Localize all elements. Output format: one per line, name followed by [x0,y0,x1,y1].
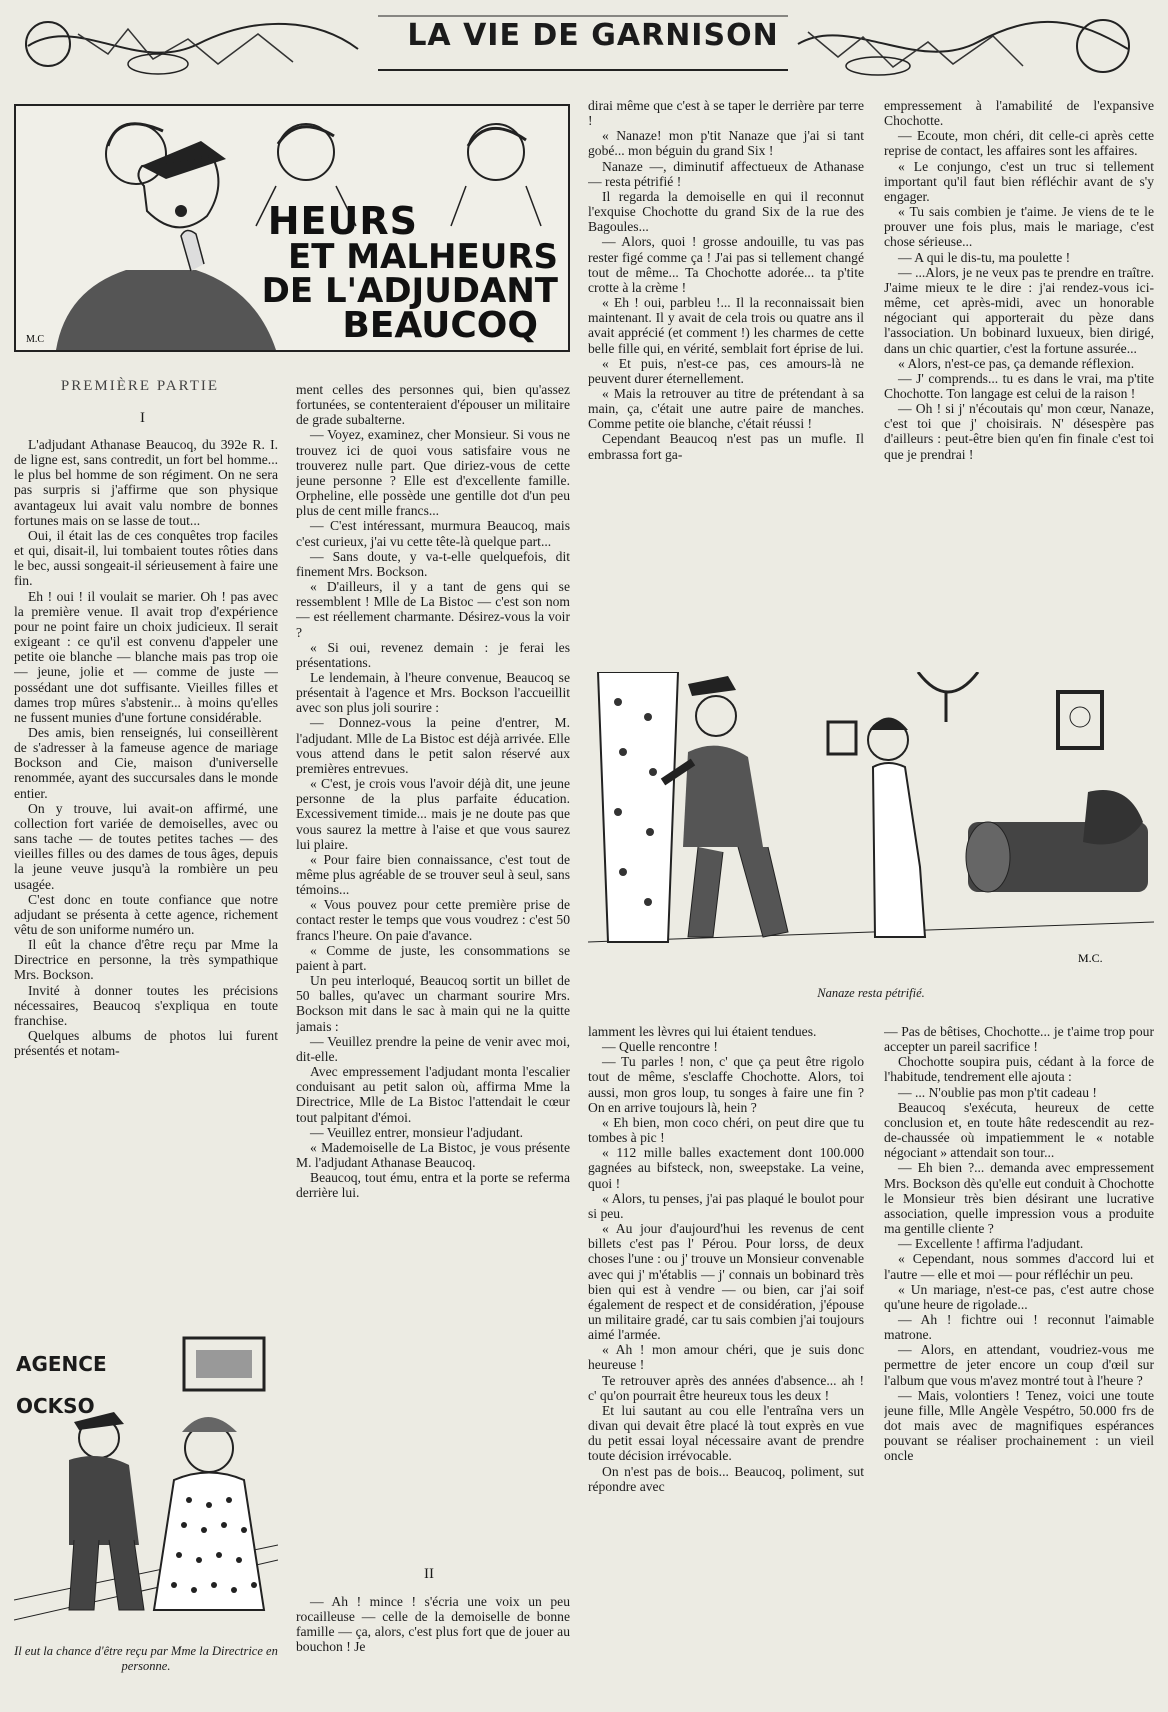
col1-para: Il eût la chance d'être reçu par Mme la Directrice en personne, la très sympathique Mrs. Bockson. [14,937,278,983]
col4b-para: « Cependant, nous sommes d'accord lui et l'autre — elle et moi — pour réfléchir un peu. [884,1251,1154,1282]
story-title [261,199,558,346]
col2-para: « Pour faire bien connaissance, c'est tout de même plus agréable de se trouver seul à seul, sans témoins... [296,851,570,898]
garnison-banner [18,4,1150,88]
col2-para: — Veuillez prendre la peine de venir avec moi, dit-elle. [296,1033,570,1064]
illustration-caption-2: Nanaze resta pétrifié. [817,986,925,1000]
col3b-para: Et lui sautant au cou elle l'entraîna vers un divan qui devait être placé là tout exprès en vue du petit essai loyal nécessaire avant de prendre toute décision irrévocable. [588,1402,864,1464]
col3b-para: « Ah ! mon amour chéri, que je suis donc heureuse ! [588,1342,864,1373]
col4-para: — A qui le dis-tu, ma poulette ! [898,249,1071,265]
story-title-illustration [14,104,570,352]
col4b-para: — Ah ! fichtre oui ! reconnut l'aimable matrone. [884,1311,1154,1343]
col3-para: « Eh ! oui, parbleu !... Il la reconnaissait bien maintenant. Il y avait de cela trois ou quatre ans il avait apprécié (et comment !) les charmes de cette belle fille qui, en vérité, semblait fort éprise de lui. [588,295,864,356]
title-line-3: DE L'ADJUDANT [261,271,558,311]
col2-para: « Vous pouvez pour cette première prise de contact rester le temps que vous voudrez : c'est 50 francs l'heure. On paie d'avance. [296,897,570,943]
col1-para: L'adjudant Athanase Beaucoq, du 392e R. I. de ligne est, sans contredit, un fort bel homme... le plus bel homme de son régiment. On ne sera pas surpris si j'affirme que son physique avantageux lui avait valu nombre de bonnes fortunes mais on se lasse de tout... [14,437,278,528]
col4-para: — J' comprends... tu es dans le vrai, ma p'tite Chochotte. Ton langage est celui de la raison ! [884,370,1154,401]
column-1 [14,437,278,1315]
agency-sign-line-1: AGENCE [16,1352,107,1376]
chapter-number-1: I [140,410,145,426]
col1-para: Des amis, bien renseignés, lui conseillèrent de s'adresser à la fameuse agence de mariage Bockson and Cie, maison d'universelle renommée, ayant des succursales dans le monde entier. [14,724,278,801]
col3-para: « Nanaze! mon p'tit Nanaze que j'ai si tant gobé... mon béguin du grand Six ! [588,128,864,159]
col3-para: — Alors, quoi ! grosse andouille, tu vas pas rester figé comme ça ! J'ai pas si tellement changé tout de même... Ta Chochotte adorée... ta p'tite crotte à la crème ! [588,234,864,295]
col4b-para: — ... N'oublie pas mon p'tit cadeau ! [898,1084,1097,1100]
col4b-para: — Eh bien ?... demanda avec empressement Mrs. Bockson dès qu'elle eut conduit à Chochotte le Monsieur très bien désirant une lucrative association, quelle impression vous a produite ma gentille cliente ? [884,1160,1154,1237]
col3-para: Cependant Beaucoq n'est pas un mufle. Il embrassa fort ga- [588,431,864,462]
col3b-para: « Au jour d'aujourd'hui les revenus de cent billets c'est pas l' Pérou. Pour lorss, de deux choses l'une : ou j' trouve un Monsieur convenable avec qui j' m'établis — j' connais un bobinard très bien qui est à vendre — ou bien, car j'ai soif également de respect et de considération, j'épouse un militaire gradé, car tu sais combien j'ai toujours aimé l'armée. [588,1221,864,1343]
col3-para: Nanaze —, diminutif affectueux de Athanase — resta pétrifié ! [588,158,864,189]
column-2-bottom [296,1594,570,1704]
col4-para: — Oh ! si j' n'écoutais qu' mon cœur, Nanaze, c'est toi que j' choisirais. N' désespère pas d'ailleurs : peut-être bien qu'en fin finale c'est toi que je prendrai ! [884,401,1154,462]
col4b-para: — Mais, volontiers ! Tenez, voici une toute jeune fille, Mlle Angèle Vespétro, 50.000 frs de dot mais avec de magnifiques espérances pouvant se réaliser prochainement : un vieil oncle [884,1387,1154,1464]
col1-para: On y trouve, lui avait-on affirmé, une collection fort variée de demoiselles, avec ou sans tache — de toutes petites taches — des vieilles filles ou des dames de tous âges, depuis la jeune veuve jusqu'à la rombière un peu usagée. [14,800,278,892]
col4b-para: — Pas de bêtises, Chochotte... je t'aime trop pour accepter un pareil sacrifice ! [884,1024,1154,1055]
col2b-para: — Ah ! mince ! s'écria une voix un peu rocailleuse — celle de la demoiselle de bonne famille — ça, alors, c'est plus fort que de jouer au bouchon ! Je [296,1594,570,1655]
col2-para: Beaucoq, tout ému, entra et la porte se referma derrière lui. [296,1170,570,1201]
col4-para: « Alors, n'est-ce pas, ça demande réflexion. [898,355,1135,371]
col1-para: C'est donc en toute confiance que notre adjudant se présenta à cette agence, richement vêtu de son uniforme numéro un. [14,891,278,937]
column-3-top [588,98,864,668]
col2-para: Un peu interloqué, Beaucoq sortit un billet de 50 balles, qu'avec un charmant sourire Mrs. Bockson mit dans le sac à main qui ne la quitte jamais : [296,973,570,1034]
col4-para: — ...Alors, je ne veux pas te prendre en traître. J'aime mieux te le dire : j'ai rendez-vous ici-même, cet après-midi, avec un honorable négociant qui apporterait du pèze dans l'association. Un bobinard luxueux, bien dirigé, dans un chic quartier, c'est la fortune assurée... [884,264,1154,356]
col1-para: Eh ! oui ! il voulait se marier. Oh ! pas avec la première venue. Il avait trop d'expérience pour ne point faire un choix judicieux. Il serait exigeant : ce qu'il est convenu d'appeler une petite oie blanche — blanche mais pas trop oie — jeune, jolie et — comme de juste — possédant une dot suffisante. Vieilles filles et dames trop mûres s'abstenir... à moins qu'elles ne fussent munies d'une fortune considérable. [14,588,278,725]
col3b-para: « Alors, tu penses, j'ai pas plaqué le boulot pour si peu. [588,1190,864,1221]
col1-para: Oui, il était las de ces conquêtes trop faciles et qui, disait-il, lui tombaient toutes rôties dans le bec, aussi songeait-il sérieusement à faire une fin. [14,527,278,589]
col2-para: — Veuillez entrer, monsieur l'adjudant. [310,1124,524,1140]
col3-para: « Mais la retrouver au titre de prétendant à sa main, ça, c'était une autre paire de manches. Comme petite oie blanche, c'était réussi ! [588,385,864,432]
col4-para: « Tu sais combien je t'aime. Je viens de te le prouver une fois plus, mais le mariage, c'est chose sérieuse... [884,204,1154,250]
col2-para: « Comme de juste, les consommations se paient à part. [296,942,570,973]
col3-para: « Et puis, n'est-ce pas, ces amours-là ne peuvent durer éternellement. [588,355,864,386]
artist-signature: M.C [26,334,45,345]
col2-para: Le lendemain, à l'heure convenue, Beaucoq se présentait à l'agence et Mrs. Bockson l'accueillit avec son plus joli sourire : [296,669,570,716]
col2-para: ment celles des personnes qui, bien qu'assez fortunées, se contenteraient d'épouser un militaire de grade subalterne. [296,382,570,428]
col3-para: Il regarda la demoiselle en qui il reconnut l'exquise Chochotte du grand Six de la rue des Bagoules... [588,188,864,235]
salon-illustration [588,672,1154,982]
agency-illustration [14,1320,278,1638]
col2-para: — Sans doute, y va-t-elle quelquefois, dit finement Mrs. Bockson. [296,548,570,579]
title-line-4: BEAUCOQ [342,305,538,346]
col4b-para: Chochotte soupira puis, cédant à la force de l'habitude, tendrement elle ajouta : [884,1054,1154,1085]
col4b-para: Beaucoq s'exécuta, heureux de cette conclusion et, en toute hâte redescendit au rez-de-chaussée où impatiemment le « notable négociant » attendait son tour... [884,1099,1154,1161]
col2-para: — C'est intéressant, murmura Beaucoq, mais c'est curieux, j'ai vu cette tête-là quelque part... [296,518,570,549]
column-4-top [884,98,1154,668]
col1-para: Invité à donner toutes les précisions nécessaires, Beaucoq s'expliqua en toute franchise. [14,982,278,1028]
salon-artist-signature: M.C. [1078,951,1103,965]
illustration-caption-1: Il eut la chance d'être reçu par Mme la Directrice en personne. [14,1644,278,1673]
col2-para: « D'ailleurs, il y a tant de gens qui se ressemblent ! Mlle de La Bistoc — c'est son nom — est réellement charmante. Désirez-vous la voir ? [296,579,570,640]
column-3-bottom [588,1024,864,1706]
title-line-2: ET MALHEURS [287,237,558,277]
chapter-number-2: II [424,1566,434,1582]
col3b-para: On n'est pas de bois... Beaucoq, poliment, sut répondre avec [588,1463,864,1494]
col3b-para: lamment les lèvres qui lui étaient tendues. [588,1024,817,1039]
col2-para: « Mademoiselle de La Bistoc, je vous présente M. l'adjudant Athanase Beaucoq. [296,1139,570,1170]
part-heading: PREMIÈRE PARTIE [60,378,220,394]
col3b-para: « Eh bien, mon coco chéri, on peut dire que tu tombes à pic ! [588,1114,864,1146]
column-4-bottom [884,1024,1154,1706]
col4-para: « Le conjungo, c'est un truc si tellement important qu'il faut bien réfléchir avant de s'y engager. [884,158,1154,204]
col3b-para: « 112 mille balles exactement dont 100.000 gagnées au bifsteck, non, sweepstake. La veine, quoi ! [588,1145,864,1191]
col3b-para: — Quelle rencontre ! [602,1039,718,1055]
agency-sign-line-2: OCKSO [16,1394,95,1418]
salon-drawing [588,672,1154,982]
title-line-1: HEURS [267,199,418,243]
banner-title: LA VIE DE GARNISON [407,18,779,53]
col2-para: — Donnez-vous la peine d'entrer, M. l'adjudant. Mlle de La Bistoc est déjà arrivée. Elle vous attend dans le petit salon réservé aux premières entrevues. [296,715,570,776]
col2-para: — Voyez, examinez, cher Monsieur. Si vous ne trouvez ici de quoi vous satisfaire vous ne trouverez nulle part. Que diriez-vous de cette jeune personne ? Elle est d'excellente famille. Orpheline, elle possède une gentille dot d'un peu plus de cent mille francs... [296,427,570,519]
col1-para: Quelques albums de photos lui furent présentés et notam- [14,1028,278,1059]
col4-para: — Ecoute, mon chéri, dit celle-ci après cette reprise de contact, les affaires sont les affaires. [884,128,1154,159]
col3b-para: — Tu parles ! non, c' que ça peut être rigolo tout de même, s'esclaffe Chochotte. Alors, toi aussi, mon gros loup, tu songes à faire une fin ? On en arrive toujours là, hein ? [588,1054,864,1115]
col2-para: « C'est, je crois vous l'avoir déjà dit, une jeune personne de la plus parfaite éducation. Excessivement timide... mais je ne doute pas que vous saurez la mettre à l'aise et que vous saurez lui plaire. [296,776,570,852]
column-2 [296,382,570,1548]
col4b-para: — Excellente ! affirma l'adjudant. [898,1236,1084,1252]
col2-para: « Si oui, revenez demain : je ferai les présentations. [296,639,570,670]
col3-para: dirai même que c'est à se taper le derrière par terre ! [588,98,864,129]
col3b-para: Te retrouver après des années d'absence... ah ! c' qu'on pourrait être heureux tous les deux ! [588,1372,864,1403]
col4b-para: « Un mariage, n'est-ce pas, c'est autre chose qu'une heure de rigolade... [884,1281,1154,1312]
col4-para: empressement à l'amabilité de l'expansive Chochotte. [884,98,1154,129]
col4b-para: — Alors, en attendant, voudriez-vous me permettre de jeter encore un coup d'œil sur l'album que vous m'avez montré tout à l'heure ? [884,1342,1154,1388]
col2-para: Avec empressement l'adjudant monta l'escalier conduisant au petit salon où, affirma Mme la Directrice, Mlle de La Bistoc l'attendait le cœur tout palpitant d'émoi. [296,1064,570,1125]
